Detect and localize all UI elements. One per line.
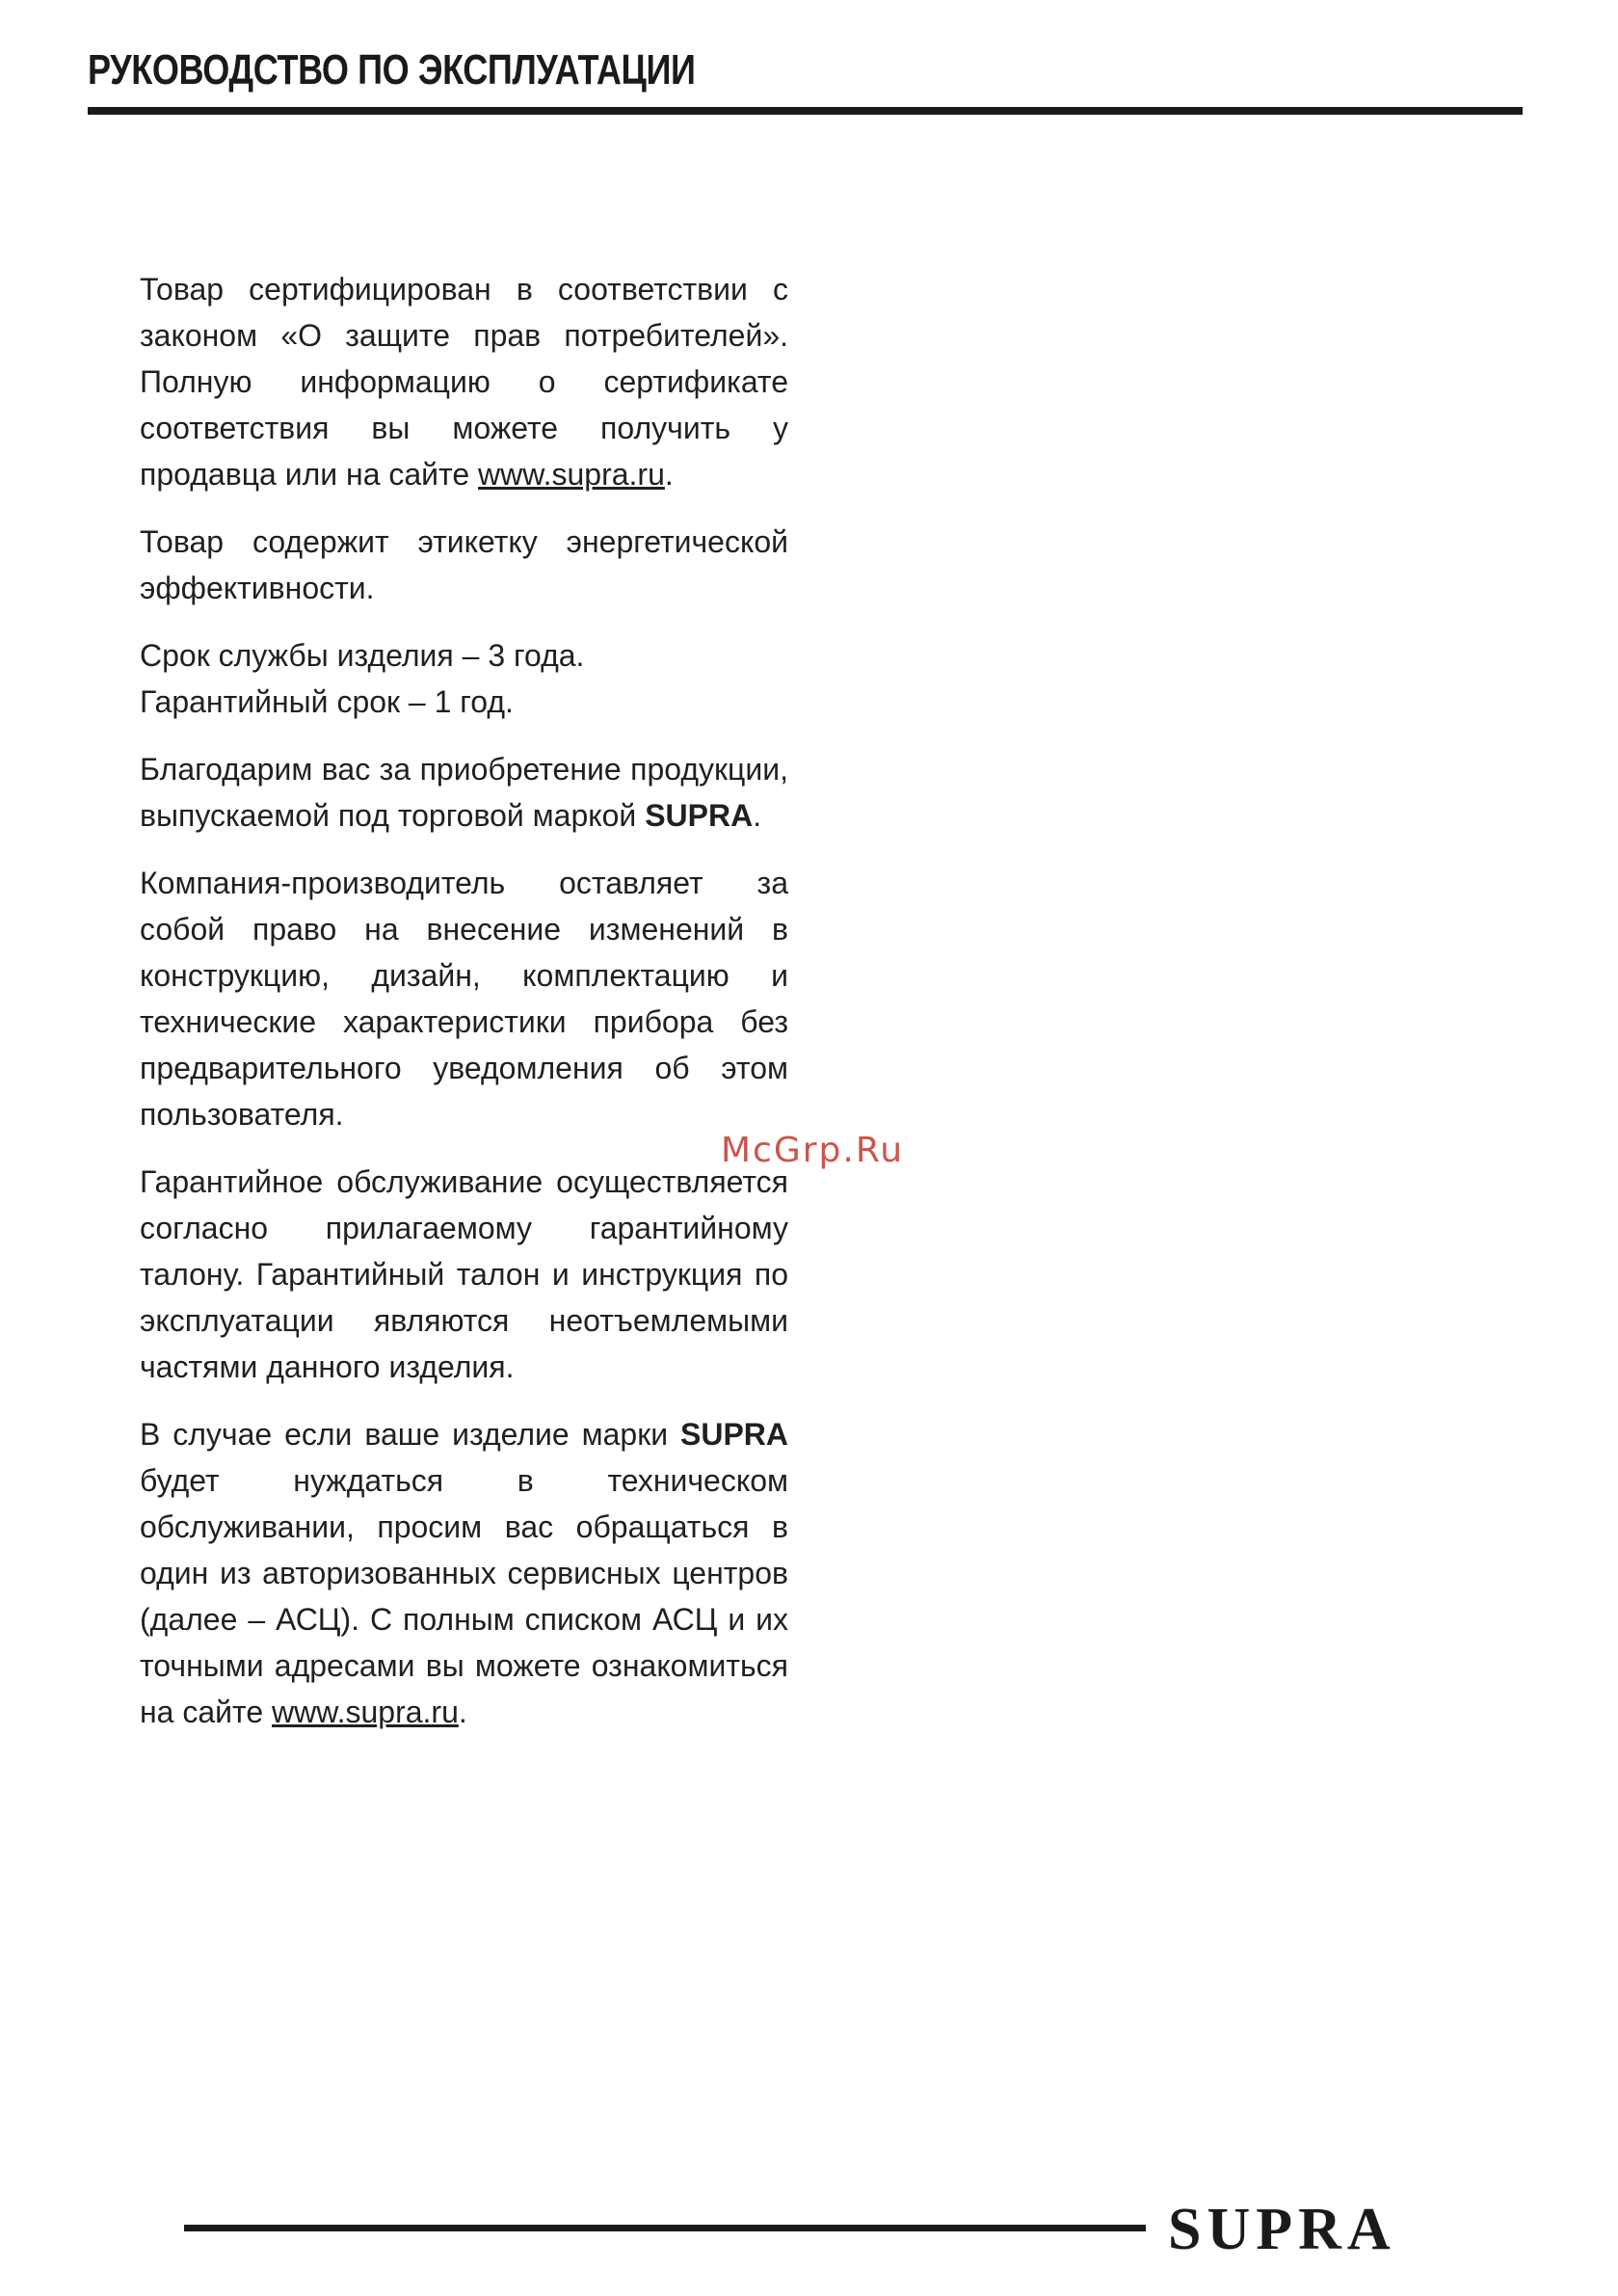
thanks-paragraph	[140, 746, 788, 839]
service-centers-text-end: .	[458, 1695, 467, 1729]
thanks-text-end: .	[753, 798, 762, 833]
brand-name: SUPRA	[679, 1417, 788, 1452]
supra-website-link[interactable]: www.supra.ru	[272, 1695, 459, 1729]
service-centers-text-middle: будет нуждаться в техническом обслуживании, просим вас обращаться в один из авторизованных сервисных центров (далее – АСЦ). С полным списком АСЦ и их точными адресами вы можете ознакомиться на сайте	[140, 1463, 788, 1729]
footer-divider	[184, 2225, 1146, 2231]
service-centers-text: В случае если ваше изделие марки	[140, 1417, 680, 1452]
energy-label-paragraph: Товар содержит этикетку энергетической эффективности.	[140, 524, 788, 605]
document-body	[140, 266, 788, 1756]
certification-text: Товар сертифицирован в соответствии с законом «О защите прав потребителей». Полную информацию о сертификате соответствия вы можете получить у продавца или на сайте	[140, 272, 788, 492]
page-title: РУКОВОДСТВО ПО ЭКСПЛУАТАЦИИ	[88, 46, 696, 93]
header-divider	[88, 107, 1523, 115]
warranty-service-paragraph: Гарантийное обслуживание осуществляется согласно прилагаемому гарантийному талону. Гарантийный талон и инструкция по эксплуатации являются неотъемлемыми частями данного изделия.	[140, 1164, 788, 1384]
service-centers-paragraph	[140, 1411, 788, 1735]
certification-paragraph	[140, 266, 788, 497]
service-life-line: Срок службы изделия – 3 года.	[140, 638, 585, 673]
brand-name: SUPRA	[645, 798, 754, 833]
watermark: McGrp.Ru	[721, 1131, 905, 1170]
certification-text-end: .	[664, 457, 674, 492]
warranty-period-line: Гарантийный срок – 1 год.	[140, 684, 514, 719]
service-life-paragraph	[140, 632, 788, 725]
thanks-text: Благодарим вас за приобретение продукции, выпускаемой под торговой маркой	[140, 752, 788, 833]
supra-logo: SUPRA	[1168, 2197, 1396, 2262]
manufacturer-rights-paragraph: Компания-производитель оставляет за собой право на внесение изменений в конструкцию, дизайн, комплектацию и технические характеристики прибора без предварительного уведомления об этом пользователя.	[140, 866, 788, 1132]
supra-website-link[interactable]: www.supra.ru	[478, 457, 665, 492]
